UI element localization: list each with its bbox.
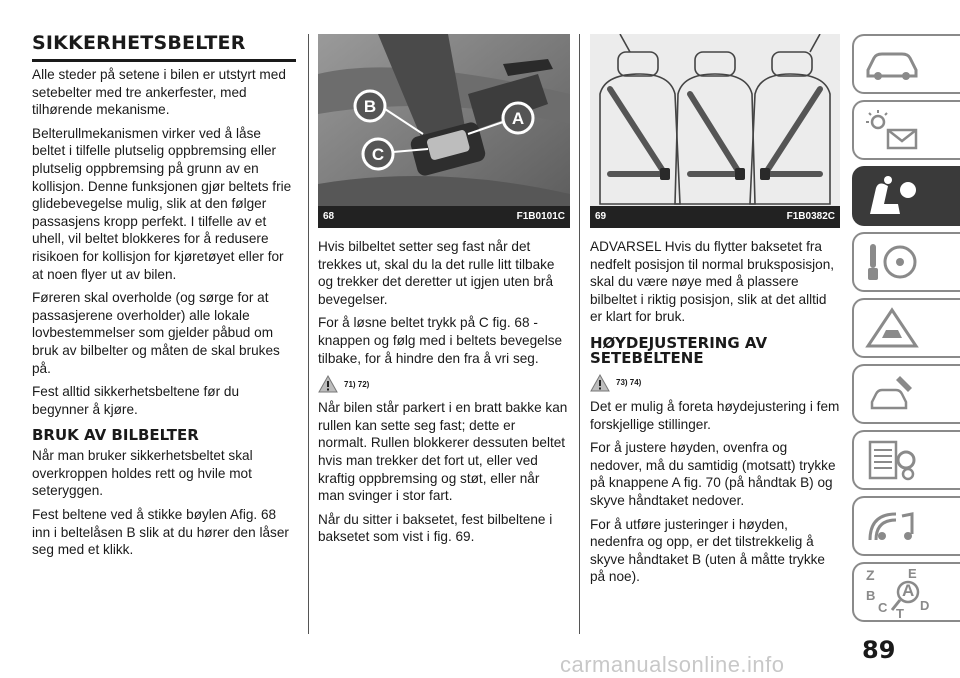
chapter-tab-maintenance[interactable] (852, 364, 960, 424)
page-title: SIKKERHETSBELTER (32, 32, 296, 62)
figure-label-b: B (363, 97, 377, 116)
figure-caption (318, 206, 570, 228)
svg-text:D: D (920, 598, 930, 613)
paragraph: Når du sitter i baksetet, fest bilbeltene i baksetet som vist i fig. 69. (318, 511, 553, 545)
warning-reference (590, 374, 840, 392)
chapter-tab-technical-data[interactable] (852, 430, 960, 490)
paragraph: Alle steder på setene i bilen er utstyrt med setebelter med tre ankerfester, med tilhørende mekanisme. (32, 67, 286, 118)
warning-refs: 71) 72) (344, 379, 370, 389)
figure-label-a: A (511, 109, 525, 128)
paragraph: ADVARSEL Hvis du flytter baksetet fra nedfelt posisjon til normal bruksposisjon, skal du være nøye med å plassere bilbeltet i riktig posisjon, slik at det alltid er klart for bruk. (590, 239, 835, 325)
svg-text:A: A (902, 581, 915, 600)
chapter-tab-multimedia[interactable] (852, 496, 960, 556)
warning-reference (318, 375, 568, 393)
alphabetical-index-icon (862, 564, 942, 620)
svg-text:T: T (896, 606, 904, 620)
warning-triangle-icon (318, 375, 338, 393)
column-1 (32, 32, 296, 565)
page-number: 89 (862, 636, 896, 664)
column-divider (308, 34, 309, 634)
figure-number: 69 (595, 211, 607, 222)
paragraph: Fest beltene ved å stikke bøylen Afig. 68 inn i beltelåsen B slik at du hører den låser seg med et klikk. (32, 507, 289, 558)
figure-69-rear-seatbelts (590, 34, 840, 228)
car-icon (862, 44, 922, 84)
seat-airbag-icon (862, 174, 922, 218)
chapter-tab-starting-driving[interactable] (852, 232, 960, 292)
seatbelt-buckle-illustration (318, 34, 570, 228)
warning-light-message-icon (862, 108, 922, 152)
paragraph: Føreren skal overholde (og sørge for at passasjerene overholder) alle lokale lovbestemmelser som gjelder påbud om bruk av bilbelter og måten de skal brukes på. (32, 290, 280, 376)
figure-caption (590, 206, 840, 228)
chapter-tab-dashboard-lights[interactable] (852, 100, 960, 160)
svg-text:B: B (866, 588, 876, 603)
warning-triangle-icon (590, 374, 610, 392)
svg-text:C: C (878, 600, 888, 615)
paragraph: Når man bruker sikkerhetsbeltet skal overkroppen holdes rett og hvile mot seteryggen. (32, 448, 253, 499)
chapter-tab-emergency[interactable] (852, 298, 960, 358)
figure-code: F1B0101C (516, 211, 565, 222)
paragraph: For å løsne beltet trykk på C fig. 68 -knappen og følg med i beltets bevegelse tilbake, for å hindre den fra å vri seg. (318, 315, 563, 366)
paragraph: Fest alltid sikkerhetsbeltene før du begynner å kjøre. (32, 384, 240, 417)
svg-text:Z: Z (866, 567, 875, 583)
chapter-tab-index[interactable] (852, 562, 960, 622)
column-3 (590, 238, 840, 592)
paragraph: Når bilen står parkert i en bratt bakke kan rullen kan sette seg fast; dette er normalt. Rullen blokkerer dessuten beltet hvis man trekker det fort ut, eller ved kraftig oppbremsing og støt, eller når man svinger i stor fart. (318, 400, 568, 504)
warning-refs: 73) 74) (616, 378, 642, 388)
paragraph: Det er mulig å foreta høydejustering i fem forskjellige stillinger. (590, 398, 840, 432)
key-steering-wheel-icon (862, 240, 922, 284)
chapter-sidebar (852, 34, 960, 628)
breakdown-triangle-car-icon (862, 306, 922, 350)
wrench-car-icon (862, 372, 922, 416)
figure-label-c: C (371, 145, 385, 164)
figure-number: 68 (323, 211, 335, 222)
figure-code: F1B0382C (786, 211, 835, 222)
paragraph: Hvis bilbeltet setter seg fast når det trekkes ut, skal du la det rulle litt tilbake og trekker det deretter ut igjen uten brå bevegelser. (318, 239, 555, 307)
document-gears-icon (862, 438, 922, 482)
rear-seats-illustration (590, 34, 840, 228)
multimedia-icon (862, 504, 922, 548)
section-heading: BRUK AV BILBELTER (32, 426, 199, 445)
chapter-tab-vehicle[interactable] (852, 34, 960, 94)
paragraph: For å justere høyden, ovenfra og nedover, må du samtidig (motsatt) trykke på knappene A fig. 70 (på håndtak B) og skyve håndtaket nedover. (590, 440, 836, 508)
column-divider (579, 34, 580, 634)
column-2 (318, 238, 568, 552)
chapter-tab-safety[interactable] (852, 166, 960, 226)
figure-68-seatbelt-buckle (318, 34, 570, 228)
paragraph: Belterullmekanismen virker ved å låse beltet i tilfelle plutselig oppbremsing eller plutselig oppbremsing på grunn av en kollisjon. Denne funksjonen gjør beltets frie glidebevegelse mulig, slik at den følger passasjens kropp perfekt. I tilfelle av et uhell, vil beltet blokkeres for å redusere risikoen for kollisjon for kjøretøyet eller for at noen flyer ut av bilen. (32, 125, 292, 282)
watermark: carmanualsonline.info (560, 652, 785, 677)
section-heading: HØYDEJUSTERING AV SETEBELTENE (590, 333, 768, 367)
svg-text:E: E (908, 566, 917, 581)
paragraph: For å utføre justeringer i høyden, nedenfra og opp, er det tilstrekkelig å skyve håndtaket B (uten å måtte trykke på noe). (590, 516, 825, 585)
